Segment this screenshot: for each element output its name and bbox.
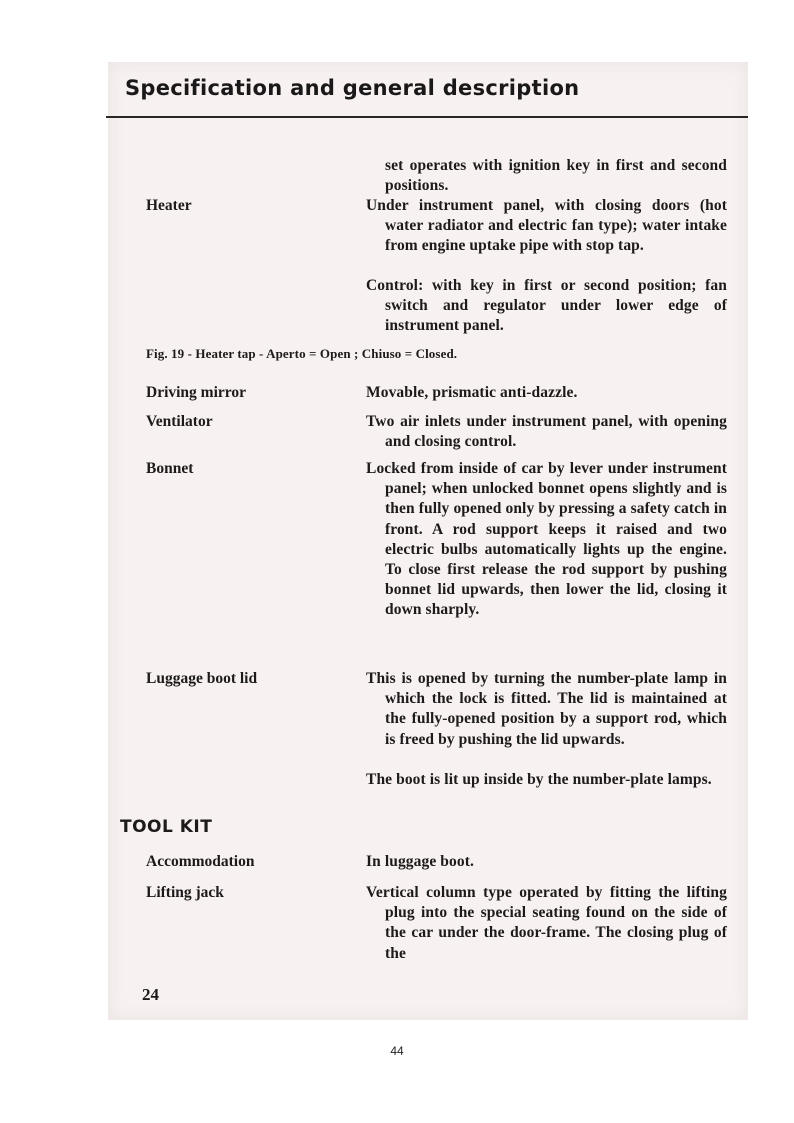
figure-caption: Fig. 19 - Heater tap - Aperto = Open ; Chiuso = Closed.: [146, 346, 458, 361]
spec-term: Luggage boot lid: [146, 670, 258, 687]
page-title: Specification and general description: [125, 76, 580, 100]
section-heading-tool-kit: TOOL KIT: [120, 817, 213, 837]
spec-desc: Two air inlets under instrument panel, with opening and closing control.: [366, 413, 727, 451]
continuation-text: set operates with ignition key in first and second positions.: [385, 157, 727, 195]
spec-term: Lifting jack: [146, 884, 224, 901]
spec-desc-control: Control: with key in first or second position; fan switch and regulator under lower edge of instrument panel.: [366, 277, 727, 335]
page-number: 24: [142, 985, 159, 1004]
pdf-page-number: 44: [390, 1044, 404, 1058]
spec-term: Heater: [146, 197, 192, 214]
spec-desc: This is opened by turning the number-plate lamp in which the lock is fitted. The lid is maintained at the fully-opened position by a support rod, which is freed by pushing the lid upwards.: [366, 670, 727, 748]
spec-term: Driving mirror: [146, 384, 247, 401]
spec-desc-extra: The boot is lit up inside by the number-plate lamps.: [366, 771, 712, 788]
title-rule: [106, 116, 748, 118]
spec-desc: Movable, prismatic anti-dazzle.: [366, 384, 578, 401]
spec-desc: In luggage boot.: [366, 853, 474, 870]
spec-term: Bonnet: [146, 460, 194, 477]
spec-term: Accommodation: [146, 853, 255, 870]
spec-desc: Vertical column type operated by fitting the lifting plug into the special seating found on the side of the car under the door-frame. The closing plug of the: [366, 884, 727, 962]
spec-term: Ventilator: [146, 413, 213, 430]
spec-desc: Under instrument panel, with closing doors (hot water radiator and electric fan type); water intake from engine uptake pipe with stop tap.: [366, 197, 727, 255]
spec-desc: Locked from inside of car by lever under instrument panel; when unlocked bonnet opens slightly and is then fully opened only by pressing a safety catch in front. A rod support keeps it raised and two electric bulbs automatically lights up the engine. To close first release the rod support by pushing bonnet lid upwards, then lower the lid, closing it down sharply.: [366, 460, 727, 619]
